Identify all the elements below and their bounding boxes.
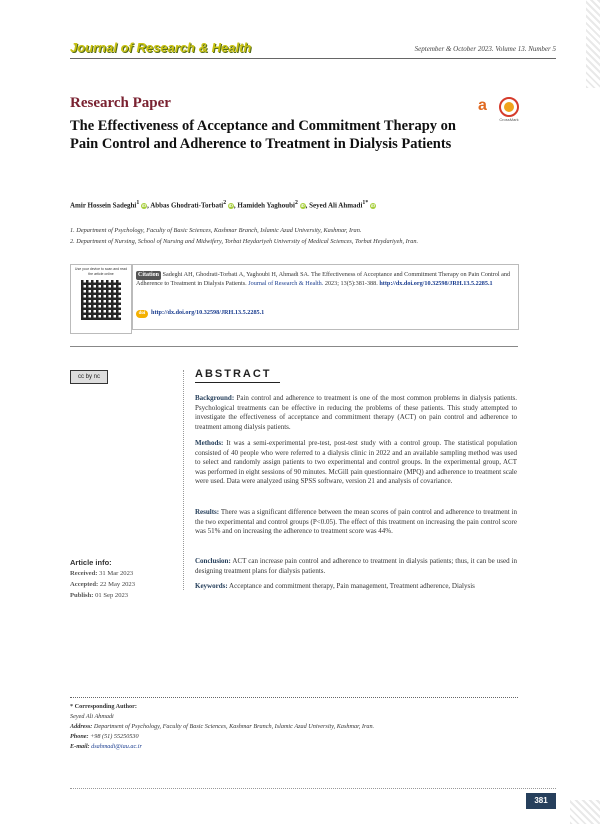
crossmark-icon[interactable] xyxy=(498,97,520,125)
orcid-icon[interactable]: iD xyxy=(300,202,305,208)
header-decoration xyxy=(586,0,600,88)
abstract-underline xyxy=(195,382,280,383)
received-date: Received: 31 Mar 2023 xyxy=(70,570,134,577)
doi-line xyxy=(136,309,264,318)
abstract-conclusion: Conclusion: ACT can increase pain control and adherence to treatment in dialysis patients; thus, it can be used in designing treatment plans for dialysis patients. xyxy=(195,557,518,575)
footer-rule xyxy=(70,788,556,789)
author-list: Amir Hossein Sadeghi$^1$ iD, Abbas Ghodrati-Torbati$^2$ iD, Hamideh Yaghoubi$^2$ iD, Seyed Ali Ahmadi$^{1*}$ iD xyxy=(70,200,375,210)
affiliation: 2. Department of Nursing, School of Nursing and Midwifery, Torbat Heydariyeh University of Medical Sciences, Torbat Heydariyeh, Iran. xyxy=(70,238,419,245)
crossmark-label: CrossMark xyxy=(499,117,519,122)
corresponding-email: E-mail: dsahmadi@iau.ac.ir xyxy=(70,743,142,750)
orcid-icon[interactable]: iD xyxy=(142,202,147,208)
author-name: Hamideh Yaghoubi xyxy=(237,201,295,210)
header-rule xyxy=(70,58,556,59)
footnote-divider xyxy=(70,697,518,698)
abstract-background: Background: Pain control and adherence to treatment is one of the most common problems in dialysis patients. Psychological treatments can be effective in reducing the problems of these patients. This study attempted to investigate the effectiveness of acceptance and commitment therapy (ACT) on pain control and adherence to treatment among dialysis patients. xyxy=(195,394,518,431)
accepted-date: Accepted: 22 May 2023 xyxy=(70,581,136,588)
issue-info: September & October 2023. Volume 13. Number 5 xyxy=(414,45,556,53)
article-title: The Effectiveness of Acceptance and Commitment Therapy on Pain Control and Adherence to Treatment in Dialysis Patients xyxy=(70,118,456,152)
author-name: Abbas Ghodrati-Torbati xyxy=(150,201,224,210)
article-info-title: Article info: xyxy=(70,558,112,567)
citation-doi-link[interactable]: http://dx.doi.org/10.32598/JRH.13.5.2285.1 xyxy=(379,279,493,287)
doi-icon: doi xyxy=(136,310,148,318)
creative-commons-icon[interactable]: cc by nc xyxy=(70,370,108,384)
qr-code-icon[interactable] xyxy=(81,280,121,320)
abstract-heading: ABSTRACT xyxy=(195,368,272,380)
footer-decoration xyxy=(570,800,600,824)
corresponding-address: Address: Department of Psychology, Faculty of Basic Sciences, Kashmar Branch, Islamic Azad University, Kashmar, Iran. xyxy=(70,723,375,730)
abstract-keywords: Keywords: Acceptance and commitment therapy, Pain management, Treatment adherence, Dialysis xyxy=(195,582,475,590)
orcid-icon[interactable]: iD xyxy=(228,202,233,208)
page-number: 381 xyxy=(526,793,556,809)
published-date: Publish: 01 Sep 2023 xyxy=(70,592,129,599)
corresponding-phone: Phone: +98 (51) 55250530 xyxy=(70,733,139,740)
article-type: Research Paper xyxy=(70,95,171,111)
author-name: Seyed Ali Ahmadi xyxy=(309,201,363,210)
qr-caption: Use your device to scan and read the article online xyxy=(74,267,128,276)
section-divider xyxy=(70,346,518,347)
citation-text: Citation Sadeghi AH, Ghodrati-Torbati A, Yaghoubi H, Ahmadi SA. The Effectiveness of Acceptance and Commitment Therapy on Pain Control and Adherence to Treatment in Dialysis Patients. Journal of Research & Health. 2023; 13(5):381-388. http://dx.doi.org/10.32598/JRH.13.5.2285.1 xyxy=(136,271,511,287)
journal-link[interactable]: Journal of Research & Health. xyxy=(248,279,324,287)
orcid-icon[interactable]: iD xyxy=(370,202,375,208)
corresponding-title: * Corresponding Author: xyxy=(70,703,137,710)
open-access-icon: a xyxy=(478,97,487,114)
abstract-results: Results: There was a significant difference between the mean scores of pain control and adherence to treatment in the two experimental and control groups (P<0.05). The effect of this treatment on increasing the pain control score was 51% and on increasing the adherence to treatment score was 44%. xyxy=(195,508,517,536)
email-link[interactable]: dsahmadi@iau.ac.ir xyxy=(91,743,142,750)
qr-box xyxy=(70,264,132,334)
affiliation: 1. Department of Psychology, Faculty of Basic Sciences, Kashmar Branch, Islamic Azad University, Kashmar, Iran. xyxy=(70,227,362,234)
abstract-methods: Methods: It was a semi-experimental pre-test, post-test study with a control group. The statistical population consisted of 40 people who were referred to a dialysis clinic in 2022 and an available sampling method was used to select and randomly assign patients to two experimental and control groups. In the experimental group, ACT was performed in eight sessions of 90 minutes. McGill pain questionnaire (MPQ) and adherence to treatment scale were used. Data were analyzed using SPSS software, version 21 and analysis of covariance. xyxy=(195,439,517,486)
badges xyxy=(478,97,520,125)
author-name: Amir Hossein Sadeghi xyxy=(70,201,137,210)
corresponding-name: Seyed Ali Ahmadi xyxy=(70,713,114,720)
doi-link[interactable]: http://dx.doi.org/10.32598/JRH.13.5.2285.1 xyxy=(151,309,265,316)
citation-label: Citation xyxy=(138,272,159,278)
journal-name: Journal of Research & Health xyxy=(70,40,252,55)
column-divider xyxy=(183,370,184,590)
